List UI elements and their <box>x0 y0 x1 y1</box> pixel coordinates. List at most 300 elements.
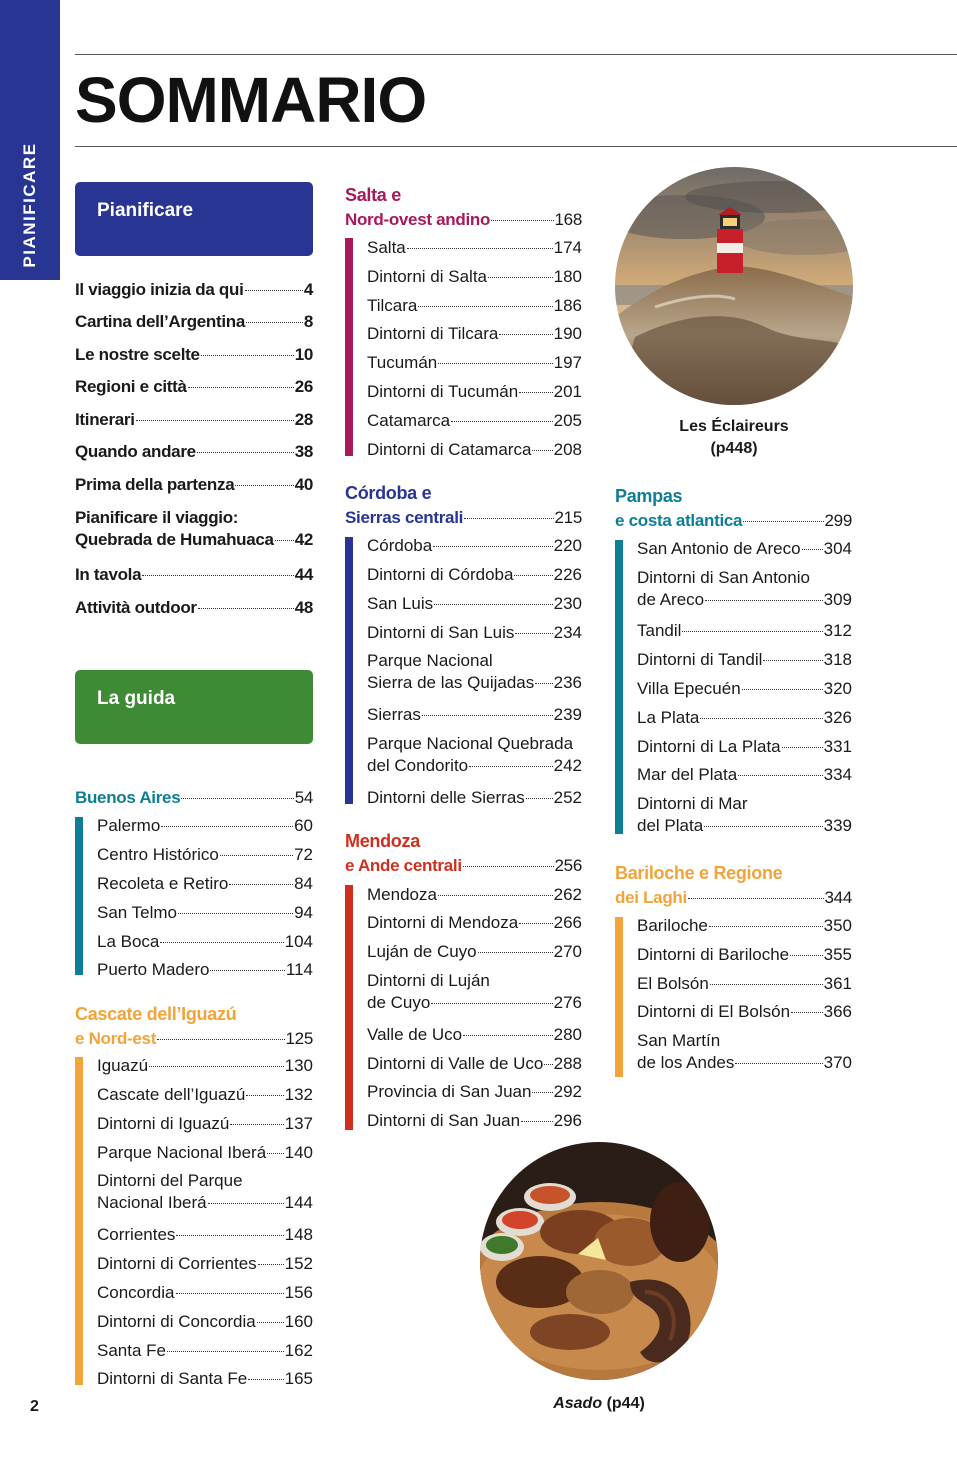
entry-page: 331 <box>823 737 852 756</box>
entry-page: 104 <box>284 932 313 951</box>
entry-page: 366 <box>823 1002 852 1021</box>
region-bar-red <box>345 885 353 1130</box>
leader-dots <box>514 575 552 576</box>
leader-dots <box>210 970 284 971</box>
entry-line2 <box>637 590 852 610</box>
toc-entry[interactable] <box>367 353 582 373</box>
entry-page: 94 <box>294 903 313 922</box>
entry-label: Dintorni di Tucumán <box>367 382 519 401</box>
entry-label-line2: de Cuyo <box>367 993 431 1012</box>
entry-page: 234 <box>553 623 582 642</box>
region-heading-mendoza[interactable] <box>345 827 582 876</box>
entry-page: 156 <box>284 1283 313 1302</box>
plan-section-box <box>75 182 313 256</box>
entry-label: San Antonio de Areco <box>637 539 801 558</box>
leader-dots <box>526 798 553 799</box>
region-title-line2: e Ande centrali <box>345 856 462 875</box>
region-title-line2: Nord-ovest andino <box>345 210 491 229</box>
toc-entry[interactable] <box>75 312 313 332</box>
entry-label: Dintorni delle Sierras <box>367 788 525 807</box>
leader-dots <box>418 306 552 307</box>
toc-entry[interactable] <box>97 1283 313 1303</box>
entry-page: 230 <box>553 594 582 613</box>
entry-label: Mar del Plata <box>637 765 738 784</box>
asado-photo <box>480 1142 718 1380</box>
entry-page: 262 <box>553 885 582 904</box>
leader-dots <box>791 1012 823 1013</box>
region-bar-orange <box>75 1057 83 1385</box>
entry-page: 26 <box>294 377 313 396</box>
entry-label: Quando andare <box>75 442 196 461</box>
entry-label: San Luis <box>367 594 434 613</box>
entry-page: 276 <box>553 993 582 1012</box>
entry-page: 288 <box>553 1054 582 1073</box>
toc-entry[interactable] <box>637 765 852 785</box>
toc-entry[interactable] <box>637 737 852 757</box>
entry-label: Palermo <box>97 816 161 835</box>
region-page: 256 <box>554 856 582 875</box>
entry-page: 8 <box>303 312 313 331</box>
region-title-line1: Pampas <box>615 486 683 506</box>
entry-page: 205 <box>553 411 582 430</box>
entry-page: 296 <box>553 1111 582 1130</box>
entry-page: 174 <box>553 238 582 257</box>
entry-page: 334 <box>823 765 852 784</box>
entry-label: Il viaggio inizia da qui <box>75 280 244 299</box>
entry-label: Dintorni di Tandil <box>637 650 763 669</box>
leader-dots <box>488 277 553 278</box>
leader-dots <box>246 1095 283 1096</box>
leader-dots <box>422 715 553 716</box>
leader-dots <box>738 775 822 776</box>
toc-entry[interactable] <box>75 505 313 550</box>
toc-entry[interactable] <box>97 1225 313 1245</box>
entry-label: Dintorni di Salta <box>367 267 488 286</box>
entry-label-line1: Dintorni del Parque <box>97 1171 243 1190</box>
toc-entry[interactable] <box>97 1114 313 1134</box>
entry-page: 160 <box>284 1312 313 1331</box>
entry-page: 148 <box>284 1225 313 1244</box>
entry-line2 <box>637 816 852 836</box>
toc-entry[interactable] <box>97 1369 313 1389</box>
entry-page: 114 <box>285 960 313 979</box>
leader-dots <box>149 1066 284 1067</box>
leader-dots <box>763 660 822 661</box>
entry-label: Dintorni di Corrientes <box>97 1254 257 1273</box>
entry-label: Dintorni di El Bolsón <box>637 1002 791 1021</box>
entry-label: Dintorni di Córdoba <box>367 565 514 584</box>
entry-label: Valle de Uco <box>367 1025 463 1044</box>
toc-entry[interactable] <box>75 475 313 495</box>
entry-label-line2: de Areco <box>637 590 705 609</box>
leader-dots <box>709 926 823 927</box>
leader-dots <box>257 1322 284 1323</box>
region-page: 344 <box>824 888 852 907</box>
toc-entry[interactable] <box>367 913 582 933</box>
entry-page: 44 <box>294 565 313 584</box>
leader-dots <box>704 826 822 827</box>
leader-dots <box>246 322 303 323</box>
region-title-line1: Córdoba e <box>345 483 432 503</box>
leader-dots <box>433 546 552 547</box>
leader-dots <box>181 798 293 799</box>
entry-label: Concordia <box>97 1283 175 1302</box>
leader-dots <box>176 1293 284 1294</box>
caption-line2: (p448) <box>710 440 758 457</box>
region-heading-iguazu[interactable] <box>75 1000 313 1049</box>
leader-dots <box>275 540 294 541</box>
region-heading-cordoba[interactable] <box>345 479 582 528</box>
leader-dots <box>451 421 552 422</box>
toc-entry[interactable] <box>367 536 582 556</box>
leader-dots <box>438 363 552 364</box>
leader-dots <box>463 1035 552 1036</box>
leader-dots <box>161 826 293 827</box>
leader-dots <box>688 898 824 899</box>
toc-entry[interactable] <box>637 679 852 699</box>
entry-label: Dintorni di San Luis <box>367 623 515 642</box>
region-title: Buenos Aires <box>75 788 181 807</box>
toc-entry[interactable] <box>367 238 582 258</box>
toc-entry[interactable] <box>637 1028 852 1073</box>
leader-dots <box>521 1121 553 1122</box>
toc-entry[interactable] <box>367 267 582 287</box>
region-bar-teal <box>615 540 623 834</box>
region-heading-salta[interactable] <box>345 181 582 230</box>
entry-label: Dintorni di Mendoza <box>367 913 519 932</box>
toc-entry[interactable] <box>97 903 313 923</box>
toc-entry[interactable] <box>367 411 582 431</box>
region-title-line1: Salta e <box>345 185 401 205</box>
toc-entry[interactable] <box>97 932 313 952</box>
leader-dots <box>197 452 294 453</box>
region-heading-line <box>615 888 852 908</box>
region-page: 54 <box>294 788 313 807</box>
region-page: 125 <box>285 1029 313 1048</box>
leader-dots <box>535 683 552 684</box>
caption-line1: Les Éclaireurs <box>679 418 789 435</box>
asado-caption <box>480 1393 718 1415</box>
leader-dots <box>705 600 823 601</box>
region-bar-teal <box>75 817 83 975</box>
entry-page: 186 <box>553 296 582 315</box>
leader-dots <box>782 747 823 748</box>
entry-page: 28 <box>294 410 313 429</box>
entry-page: 72 <box>294 845 313 864</box>
entry-label: La Boca <box>97 932 160 951</box>
leader-dots <box>229 884 293 885</box>
entry-label: Parque Nacional Iberá <box>97 1143 267 1162</box>
side-tab <box>0 0 60 280</box>
leader-dots <box>136 420 294 421</box>
entry-label-line1: Parque Nacional <box>367 651 493 670</box>
asado-illustration <box>480 1142 718 1380</box>
entry-page: 292 <box>553 1082 582 1101</box>
entry-label: Tucumán <box>367 353 438 372</box>
toc-entry[interactable] <box>75 565 313 585</box>
toc-entry[interactable] <box>367 968 582 1013</box>
toc-entry[interactable] <box>367 885 582 905</box>
entry-label: Dintorni di Santa Fe <box>97 1369 248 1388</box>
entry-line2 <box>75 530 313 550</box>
toc-entry[interactable] <box>97 816 313 836</box>
entry-label-line2: Nacional Iberá <box>97 1193 207 1212</box>
toc-entry[interactable] <box>367 705 582 725</box>
toc-entry[interactable] <box>637 1002 852 1022</box>
toc-entry[interactable] <box>367 1054 582 1074</box>
leader-dots <box>245 290 303 291</box>
toc-entry[interactable] <box>637 791 852 836</box>
entry-label: Tandil <box>637 621 682 640</box>
entry-page: 252 <box>553 788 582 807</box>
entry-page: 280 <box>553 1025 582 1044</box>
toc-entry[interactable] <box>75 410 313 430</box>
entry-page: 236 <box>553 673 582 692</box>
toc-entry[interactable] <box>637 565 852 610</box>
toc-entry[interactable] <box>97 1341 313 1361</box>
entry-page: 140 <box>284 1143 313 1162</box>
leader-dots <box>220 855 293 856</box>
entry-label: Prima della partenza <box>75 475 235 494</box>
entry-label: Mendoza <box>367 885 437 904</box>
leader-dots <box>434 604 552 605</box>
region-bar-magenta <box>345 238 353 456</box>
toc-entry[interactable] <box>637 621 852 641</box>
region-page: 168 <box>554 210 582 229</box>
entry-page: 242 <box>553 756 582 775</box>
entry-page: 208 <box>553 440 582 459</box>
entry-page: 318 <box>823 650 852 669</box>
entry-label: In tavola <box>75 565 142 584</box>
entry-label: Cartina dell’Argentina <box>75 312 246 331</box>
entry-page: 4 <box>303 280 313 299</box>
entry-label: Catamarca <box>367 411 451 430</box>
toc-entry[interactable] <box>97 1312 313 1332</box>
leader-dots <box>248 1379 283 1380</box>
entry-page: 180 <box>553 267 582 286</box>
toc-entry[interactable] <box>367 788 582 808</box>
region-title-line2: dei Laghi <box>615 888 687 907</box>
lighthouse-caption <box>615 416 853 460</box>
region-bar-navy <box>345 537 353 804</box>
entry-label: Sierras <box>367 705 421 724</box>
leader-dots <box>230 1124 283 1125</box>
region-title-line2: Sierras centrali <box>345 508 464 527</box>
entry-label: Le nostre scelte <box>75 345 200 364</box>
entry-page: 42 <box>294 530 313 549</box>
region-heading-line <box>75 1029 313 1049</box>
leader-dots <box>463 866 554 867</box>
lighthouse-photo <box>615 167 853 405</box>
toc-entry[interactable] <box>97 960 313 980</box>
entry-page: 48 <box>294 598 313 617</box>
entry-label: Dintorni di La Plata <box>637 737 781 756</box>
entry-line2 <box>367 993 582 1013</box>
leader-dots <box>700 718 822 719</box>
entry-label: Córdoba <box>367 536 433 555</box>
leader-dots <box>178 913 293 914</box>
toc-entry[interactable] <box>367 1025 582 1045</box>
page-title: SOMMARIO <box>75 64 427 136</box>
toc-entry[interactable] <box>637 974 852 994</box>
region-title-line2: e Nord-est <box>75 1029 157 1048</box>
leader-dots <box>188 387 294 388</box>
page-number: 2 <box>30 1398 39 1415</box>
leader-dots <box>438 895 553 896</box>
entry-label-line1: San Martín <box>637 1031 721 1050</box>
entry-label-line2: Sierra de las Quijadas <box>367 673 535 692</box>
leader-dots <box>742 689 823 690</box>
entry-page: 190 <box>553 324 582 343</box>
toc-entry[interactable] <box>97 874 313 894</box>
entry-page: 361 <box>823 974 852 993</box>
entry-page: 84 <box>294 874 313 893</box>
entry-page: 220 <box>553 536 582 555</box>
entry-label: Attività outdoor <box>75 598 197 617</box>
toc-entry[interactable] <box>367 594 582 614</box>
entry-label-line1: Pianificare il viaggio: <box>75 508 239 527</box>
leader-dots <box>710 984 823 985</box>
leader-dots <box>515 633 552 634</box>
entry-label-line2: Quebrada de Humahuaca <box>75 530 274 549</box>
entry-page: 60 <box>294 816 313 835</box>
toc-entry[interactable] <box>637 539 852 559</box>
entry-label: Itinerari <box>75 410 135 429</box>
entry-label: Dintorni di San Juan <box>367 1111 521 1130</box>
toc-entry[interactable] <box>367 731 582 776</box>
region-heading-buenos-aires[interactable] <box>75 788 313 808</box>
toc-entry[interactable] <box>637 916 852 936</box>
entry-page: 339 <box>823 816 852 835</box>
entry-label: Provincia di San Juan <box>367 1082 532 1101</box>
entry-label: Puerto Madero <box>97 960 210 979</box>
region-title-line1: Mendoza <box>345 831 420 851</box>
toc-entry[interactable] <box>367 648 582 693</box>
leader-dots <box>469 766 553 767</box>
region-heading-line <box>345 508 582 528</box>
caption-page: (p44) <box>606 1395 645 1412</box>
entry-page: 326 <box>823 708 852 727</box>
toc-entry[interactable] <box>367 623 582 643</box>
entry-label: San Telmo <box>97 903 178 922</box>
toc-entry[interactable] <box>75 345 313 365</box>
leader-dots <box>157 1039 284 1040</box>
toc-entry[interactable] <box>75 598 313 618</box>
toc-entry[interactable] <box>97 1168 313 1213</box>
toc-entry[interactable] <box>367 440 582 460</box>
lighthouse-illustration <box>615 167 853 405</box>
entry-page: 201 <box>553 382 582 401</box>
entry-label-line2: del Plata <box>637 816 704 835</box>
toc-entry[interactable] <box>637 945 852 965</box>
caption-italic: Asado <box>553 1395 603 1412</box>
region-heading-line <box>345 856 582 876</box>
entry-label: Tilcara <box>367 296 418 315</box>
toc-entry[interactable] <box>75 442 313 462</box>
region-title-line2: e costa atlantica <box>615 511 743 530</box>
region-heading-line <box>615 511 852 531</box>
entry-page: 226 <box>553 565 582 584</box>
leader-dots <box>407 248 553 249</box>
region-page: 215 <box>554 508 582 527</box>
entry-label: Centro Histórico <box>97 845 219 864</box>
entry-label: Bariloche <box>637 916 708 935</box>
entry-label: Santa Fe <box>97 1341 166 1360</box>
entry-label: Cascate dell’Iguazú <box>97 1085 246 1104</box>
leader-dots <box>735 1063 822 1064</box>
entry-page: 266 <box>553 913 582 932</box>
toc-entry[interactable] <box>367 1111 582 1131</box>
toc-entry[interactable] <box>97 1056 313 1076</box>
entry-page: 144 <box>284 1193 313 1212</box>
leader-dots <box>167 1351 284 1352</box>
toc-entry[interactable] <box>367 296 582 316</box>
region-heading-pampas[interactable] <box>615 482 852 531</box>
leader-dots <box>201 355 294 356</box>
entry-page: 40 <box>294 475 313 494</box>
entry-label-line1: Dintorni di San Antonio <box>637 568 810 587</box>
leader-dots <box>258 1264 284 1265</box>
entry-line2 <box>97 1193 313 1213</box>
entry-line2 <box>367 673 582 693</box>
toc-entry[interactable] <box>367 1082 582 1102</box>
region-title-line1: Bariloche e Regione <box>615 863 783 883</box>
top-rule <box>75 54 957 55</box>
toc-entry[interactable] <box>367 324 582 344</box>
entry-label-line2: del Condorito <box>367 756 469 775</box>
entry-page: 312 <box>823 621 852 640</box>
toc-entry[interactable] <box>75 377 313 397</box>
toc-entry[interactable] <box>97 845 313 865</box>
leader-dots <box>142 575 293 576</box>
toc-entry[interactable] <box>367 382 582 402</box>
entry-page: 320 <box>823 679 852 698</box>
entry-label: Iguazú <box>97 1056 149 1075</box>
entry-label: Salta <box>367 238 406 257</box>
region-heading-line <box>75 788 313 808</box>
entry-line2 <box>367 756 582 776</box>
leader-dots <box>519 923 552 924</box>
leader-dots <box>464 518 553 519</box>
toc-entry[interactable] <box>367 565 582 585</box>
entry-label-line1: Parque Nacional Quebrada <box>367 734 574 753</box>
guide-section-label: La guida <box>97 688 176 709</box>
toc-entry[interactable] <box>97 1143 313 1163</box>
side-tab-label: PIANIFICARE <box>20 142 39 268</box>
toc-entry[interactable] <box>637 650 852 670</box>
entry-page: 137 <box>284 1114 313 1133</box>
entry-line2 <box>637 1053 852 1073</box>
title-rule <box>75 146 957 147</box>
toc-entry[interactable] <box>75 280 313 300</box>
toc-entry[interactable] <box>637 708 852 728</box>
toc-entry[interactable] <box>97 1254 313 1274</box>
toc-entry[interactable] <box>367 942 582 962</box>
region-heading-bariloche[interactable] <box>615 859 852 908</box>
leader-dots <box>682 631 822 632</box>
entry-page: 355 <box>823 945 852 964</box>
entry-page: 152 <box>284 1254 313 1273</box>
entry-label: Corrientes <box>97 1225 176 1244</box>
entry-page: 370 <box>823 1053 852 1072</box>
entry-page: 350 <box>823 916 852 935</box>
entry-label: Luján de Cuyo <box>367 942 477 961</box>
leader-dots <box>431 1003 552 1004</box>
leader-dots <box>235 485 293 486</box>
toc-entry[interactable] <box>97 1085 313 1105</box>
entry-label-line2: de los Andes <box>637 1053 735 1072</box>
leader-dots <box>160 942 283 943</box>
